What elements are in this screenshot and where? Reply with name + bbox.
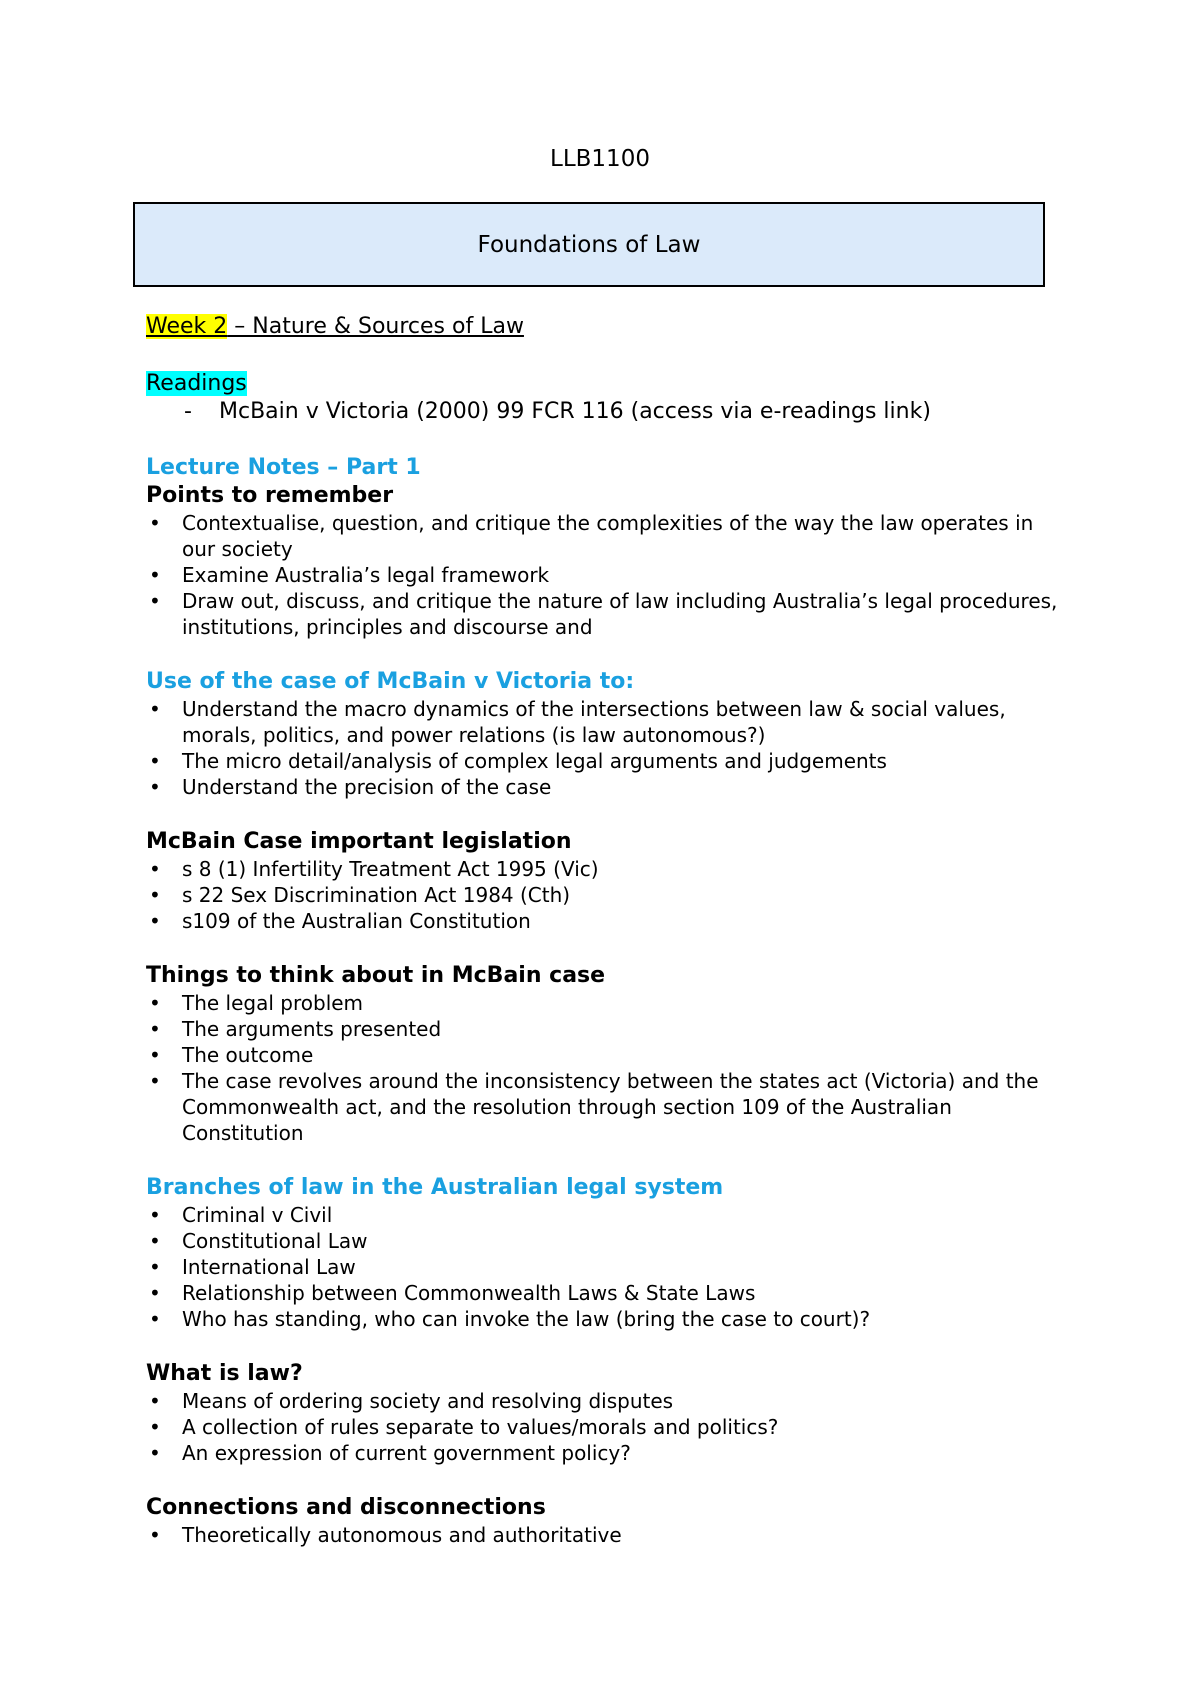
list-item-text: The legal problem <box>182 991 364 1015</box>
week-label: Week 2 <box>146 314 228 339</box>
list-item <box>146 1202 1066 1228</box>
branches-heading: Branches of law in the Australian legal system <box>146 1175 724 1200</box>
legislation-heading: McBain Case important legislation <box>146 829 572 854</box>
things-to-think-heading: Things to think about in McBain case <box>146 963 606 988</box>
list-item <box>146 588 1066 640</box>
list-item-text: The micro detail/analysis of complex legal arguments and judgements <box>182 749 887 773</box>
bullet-marker: • <box>149 857 161 881</box>
bullet-marker: • <box>149 1229 161 1253</box>
bullet-marker: • <box>149 775 161 799</box>
bullet-marker: • <box>149 991 161 1015</box>
use-of-case-heading: Use of the case of McBain v Victoria to: <box>146 669 635 694</box>
list-item-text: Constitutional Law <box>182 1229 368 1253</box>
legislation-list <box>146 856 1066 934</box>
bullet-marker: • <box>149 1441 161 1465</box>
bullet-marker: • <box>149 589 161 613</box>
lecture-notes-heading: Lecture Notes – Part 1 <box>146 455 421 480</box>
list-item <box>146 1280 1066 1306</box>
bullet-marker: • <box>149 1017 161 1041</box>
bullet-marker: • <box>149 1307 161 1331</box>
use-of-case-list <box>146 696 1066 800</box>
connections-list <box>146 1522 1066 1548</box>
list-item-text: s109 of the Australian Constitution <box>182 909 531 933</box>
bullet-marker: • <box>149 1043 161 1067</box>
list-item <box>146 774 1066 800</box>
what-is-law-list <box>146 1388 1066 1466</box>
list-item-text: Examine Australia’s legal framework <box>182 563 550 587</box>
bullet-marker: • <box>149 1523 161 1547</box>
list-item-text: Theoretically autonomous and authoritative <box>182 1523 622 1547</box>
list-item <box>146 1254 1066 1280</box>
list-item-text: s 22 Sex Discrimination Act 1984 (Cth) <box>182 883 571 907</box>
bullet-marker: • <box>149 1203 161 1227</box>
list-item <box>146 990 1066 1016</box>
bullet-marker: • <box>149 749 161 773</box>
course-title: Foundations of Law <box>477 231 701 258</box>
list-item-text: An expression of current government policy? <box>182 1441 631 1465</box>
bullet-marker: • <box>149 563 161 587</box>
list-item-text: Draw out, discuss, and critique the nature of law including Australia’s legal procedures, institutions, principles and discourse and <box>182 589 1058 639</box>
list-item-text: Means of ordering society and resolving disputes <box>182 1389 674 1413</box>
list-item-text: Understand the macro dynamics of the intersections between law & social values, morals, politics, and power relations (is law autonomous?) <box>182 697 1006 747</box>
dash-marker: - <box>184 399 192 424</box>
week-topic: – Nature & Sources of Law <box>227 314 524 339</box>
bullet-marker: • <box>149 1069 161 1093</box>
course-code: LLB1100 <box>550 146 650 172</box>
bullet-marker: • <box>149 1255 161 1279</box>
list-item <box>146 908 1066 934</box>
list-item <box>146 510 1066 562</box>
list-item <box>146 748 1066 774</box>
list-item <box>146 1388 1066 1414</box>
list-item-text: The outcome <box>182 1043 314 1067</box>
bullet-marker: • <box>149 697 161 721</box>
bullet-marker: • <box>149 511 161 535</box>
bullet-marker: • <box>149 883 161 907</box>
connections-heading: Connections and disconnections <box>146 1495 546 1520</box>
bullet-marker: • <box>149 1281 161 1305</box>
reading-item: - McBain v Victoria (2000) 99 FCR 116 (access via e-readings link) <box>184 399 931 424</box>
list-item <box>146 1522 1066 1548</box>
notes-content <box>146 313 1066 1548</box>
list-item <box>146 562 1066 588</box>
list-item <box>146 1042 1066 1068</box>
list-item <box>146 696 1066 748</box>
week-heading <box>146 313 1066 341</box>
what-is-law-heading: What is law? <box>146 1361 303 1386</box>
list-item <box>146 1414 1066 1440</box>
list-item <box>146 882 1066 908</box>
list-item <box>146 1016 1066 1042</box>
list-item <box>146 1068 1066 1146</box>
list-item-text: Relationship between Commonwealth Laws & State Laws <box>182 1281 756 1305</box>
course-title-box <box>133 202 1045 287</box>
list-item-text: Understand the precision of the case <box>182 775 552 799</box>
list-item <box>146 1306 1066 1332</box>
bullet-marker: • <box>149 1415 161 1439</box>
list-item-text: Contextualise, question, and critique the complexities of the way the law operates in our society <box>182 511 1034 561</box>
bullet-marker: • <box>149 909 161 933</box>
list-item-text: Who has standing, who can invoke the law (bring the case to court)? <box>182 1307 871 1331</box>
list-item-text: International Law <box>182 1255 356 1279</box>
points-list <box>146 510 1066 640</box>
things-to-think-list <box>146 990 1066 1146</box>
list-item <box>146 856 1066 882</box>
list-item <box>146 1440 1066 1466</box>
points-subheading: Points to remember <box>146 483 394 508</box>
list-item-text: A collection of rules separate to values/morals and politics? <box>182 1415 779 1439</box>
readings-heading: Readings <box>146 371 247 396</box>
list-item <box>146 1228 1066 1254</box>
list-item-text: The case revolves around the inconsistency between the states act (Victoria) and the Commonwealth act, and the resolution through section 109 of the Australian Constitution <box>182 1069 1039 1145</box>
bullet-marker: • <box>149 1389 161 1413</box>
list-item-text: The arguments presented <box>182 1017 442 1041</box>
branches-list <box>146 1202 1066 1332</box>
list-item-text: Criminal v Civil <box>182 1203 333 1227</box>
list-item-text: s 8 (1) Infertility Treatment Act 1995 (Vic) <box>182 857 599 881</box>
